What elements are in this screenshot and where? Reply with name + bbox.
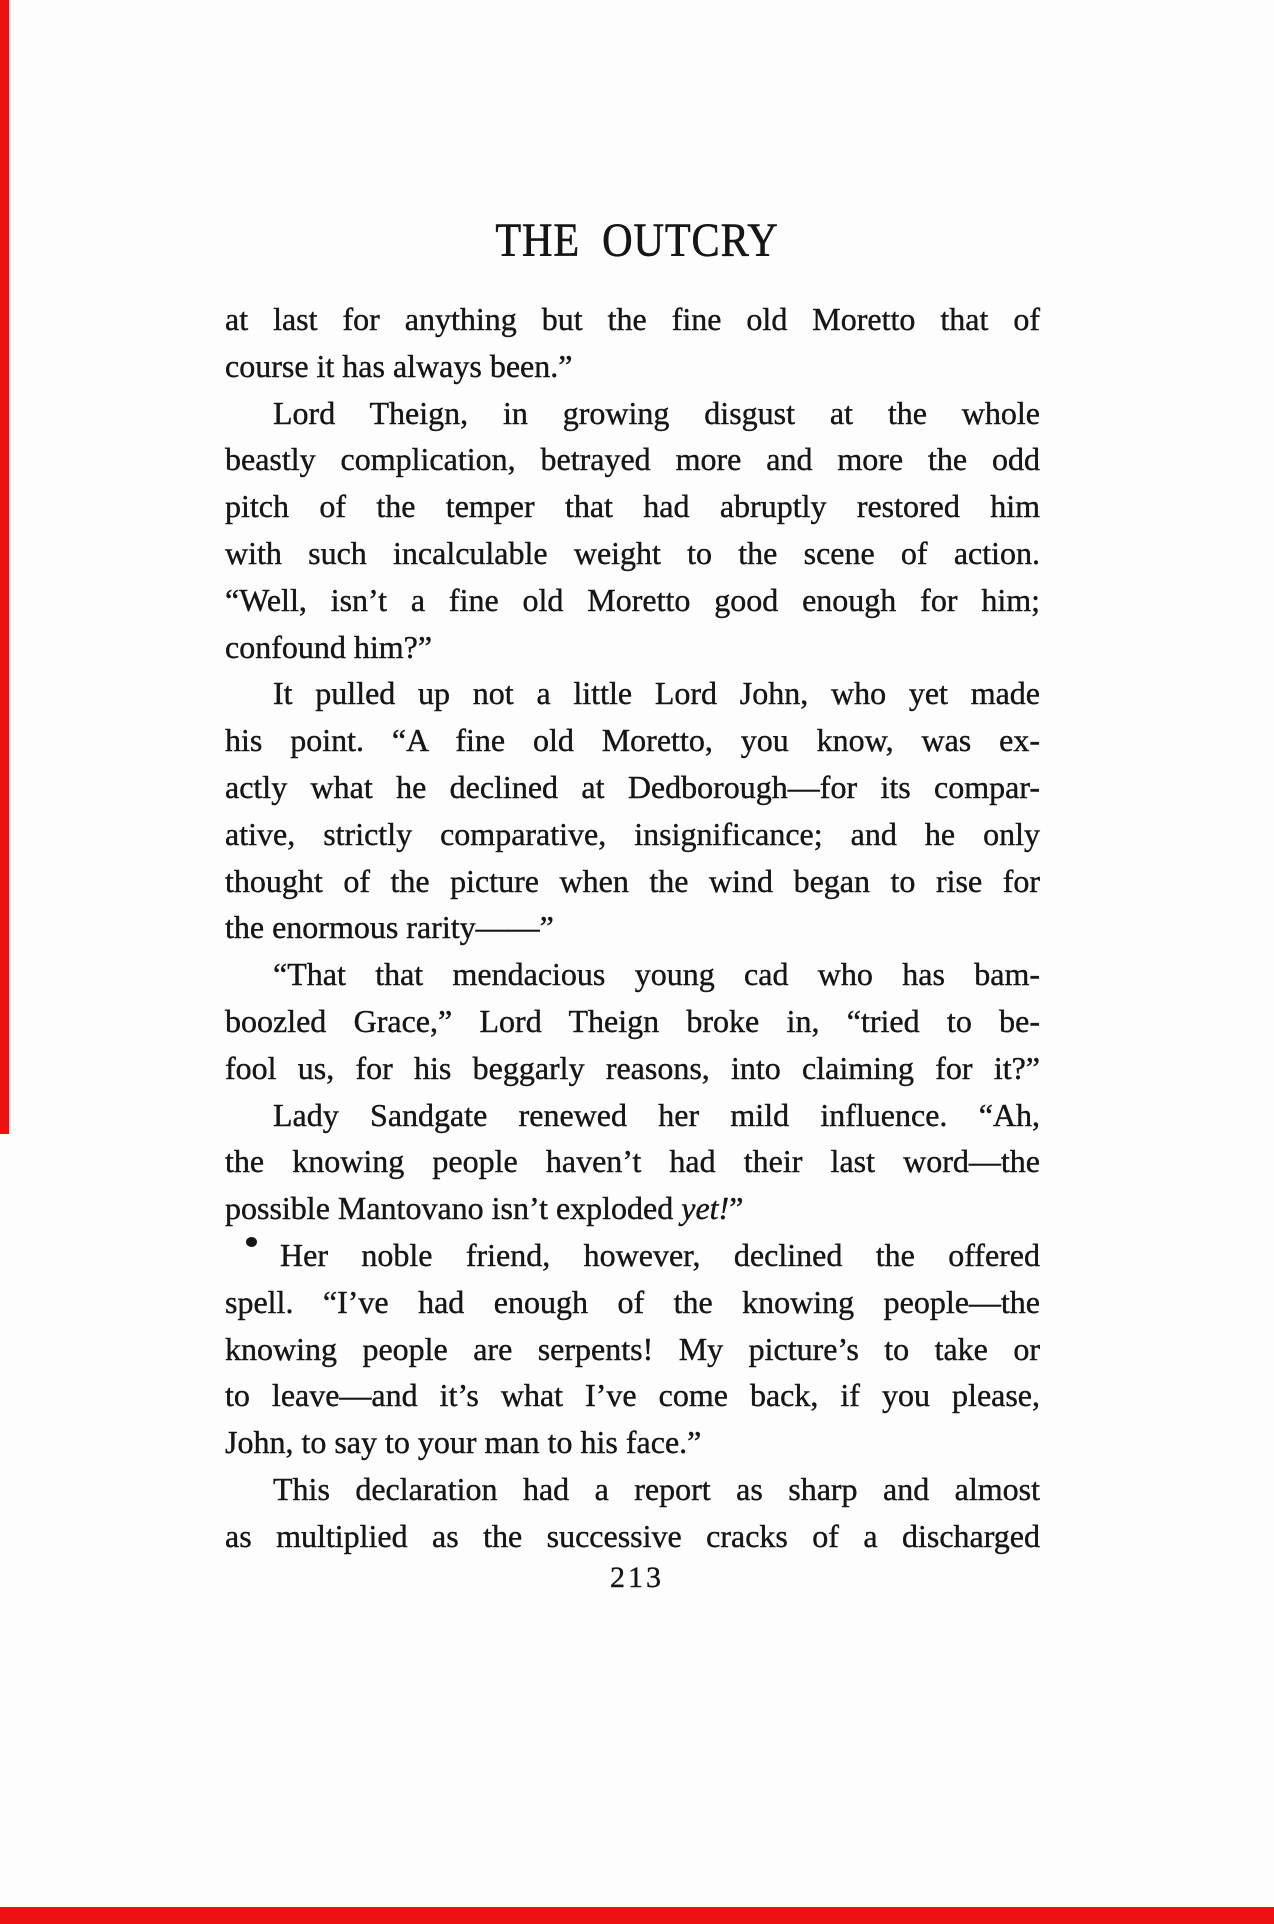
- text-line: as multiplied as the successive cracks of a discharged: [225, 1517, 1040, 1554]
- text-line: the knowing people haven’t had their last word—the: [225, 1143, 1040, 1180]
- text-line: “That that mendacious young cad who has bam-: [273, 956, 1040, 993]
- text-line: pitch of the temper that had abruptly restored him: [225, 488, 1040, 525]
- text-line: course it has always been.”: [225, 347, 573, 384]
- page-number: 213: [610, 1561, 664, 1594]
- text-segment: ”: [729, 1190, 744, 1227]
- text-line: at last for anything but the fine old Moretto that of: [225, 301, 1040, 337]
- text-line: [225, 1185, 1040, 1232]
- text-line: knowing people are serpents! My picture’s to take or: [225, 1330, 1040, 1367]
- text-line: beastly complication, betrayed more and more the odd: [225, 441, 1040, 478]
- text-line: It pulled up not a little Lord John, who yet made: [273, 675, 1040, 712]
- text-line: fool us, for his beggarly reasons, into claiming for it?”: [225, 1049, 1040, 1086]
- italic-text-segment: yet!: [681, 1190, 730, 1227]
- text-line: his point. “A fine old Moretto, you know, was ex-: [225, 722, 1040, 759]
- text-line: the enormous rarity——”: [225, 909, 554, 946]
- text-line: ative, strictly comparative, insignificance; and he only: [225, 815, 1040, 852]
- running-header-title: THE OUTCRY: [495, 214, 779, 267]
- text-line: actly what he declined at Dedborough—for its compar-: [225, 768, 1040, 805]
- body-text: [225, 296, 1040, 1560]
- ink-dot-artifact: [246, 1237, 257, 1247]
- text-line: “Well, isn’t a fine old Moretto good enough for him;: [225, 581, 1040, 618]
- text-line: boozled Grace,” Lord Theign broke in, “tried to be-: [225, 1002, 1040, 1039]
- text-line: confound him?”: [225, 628, 433, 665]
- red-edge-marker-bottom: [0, 1907, 1274, 1924]
- text-line: spell. “I’ve had enough of the knowing people—the: [225, 1283, 1040, 1320]
- text-line: Lady Sandgate renewed her mild influence. “Ah,: [273, 1096, 1040, 1133]
- red-edge-marker-left: [0, 0, 9, 1134]
- text-line: This declaration had a report as sharp and almost: [273, 1470, 1040, 1507]
- text-line: Lord Theign, in growing disgust at the whole: [273, 394, 1040, 431]
- text-line: thought of the picture when the wind began to rise for: [225, 862, 1040, 899]
- text-segment: possible Mantovano isn’t exploded: [225, 1190, 682, 1227]
- text-line: with such incalculable weight to the scene of action.: [225, 534, 1040, 571]
- text-line: John, to say to your man to his face.”: [225, 1424, 702, 1461]
- text-line: to leave—and it’s what I’ve come back, if you please,: [225, 1377, 1040, 1414]
- text-line: Her noble friend, however, declined the offered: [280, 1236, 1040, 1273]
